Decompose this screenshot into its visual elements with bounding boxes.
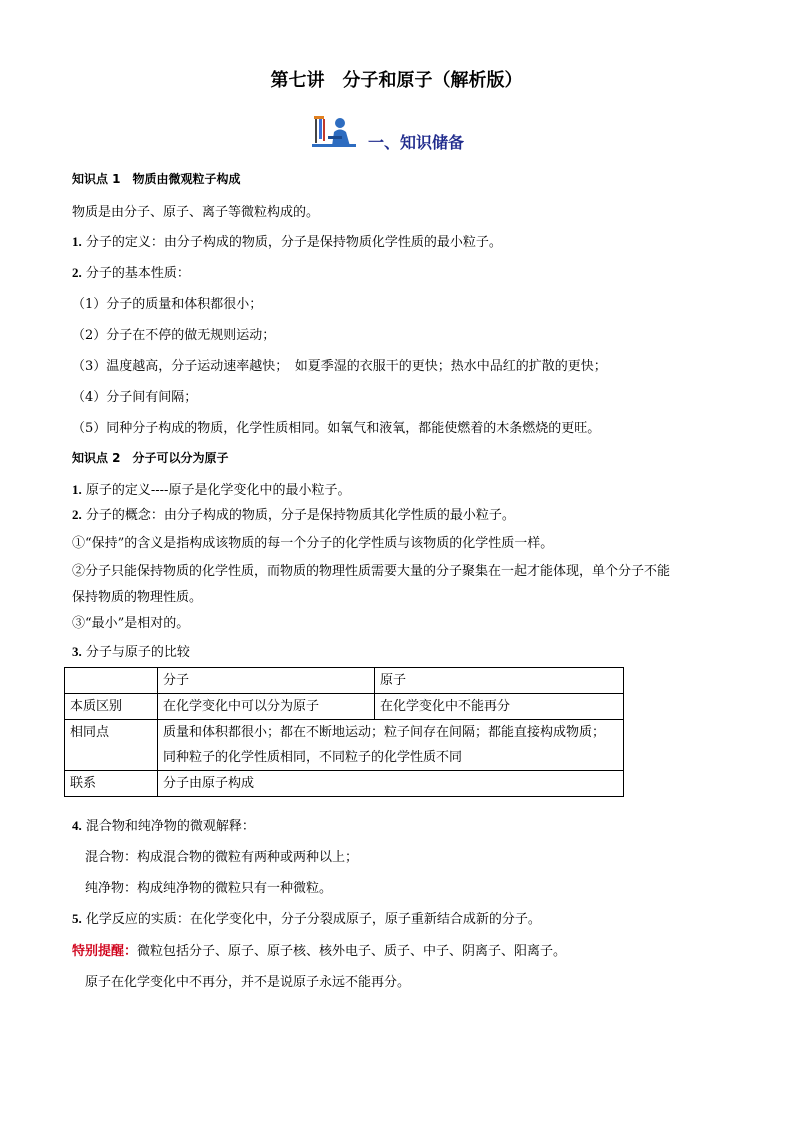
- item-text: 分子的基本性质：: [81, 266, 190, 281]
- item-text: 混合物和纯净物的微观解释：: [81, 819, 255, 834]
- item-number: 1.: [72, 482, 82, 497]
- item-text: 分子的概念：由分子构成的物质，分子是保持物质其化学性质的最小粒子。: [81, 508, 515, 523]
- kp1-heading: 知识点 1 物质由微观粒子构成: [72, 172, 241, 186]
- kp2-item3: [72, 641, 190, 660]
- item-number: 1.: [72, 234, 82, 249]
- table-cell: [158, 720, 624, 771]
- table-row: [65, 771, 624, 797]
- note-item: ②分子只能保持物质的化学性质，而物质的物理性质需要大量的分子聚集在一起才能体现，单个分子不能: [72, 564, 671, 579]
- table-cell: 相同点: [65, 720, 158, 771]
- cell-line: 质量和体积都很小；都在不断地运动；粒子间存在间隔；都能直接构成物质；: [163, 725, 606, 740]
- property-item: （2）分子在不停的做无规则运动；: [72, 328, 276, 343]
- note-item: ③“最小”是相对的。: [72, 616, 190, 631]
- item-text: 分子的定义：由分子构成的物质，分子是保持物质化学性质的最小粒子。: [81, 235, 502, 250]
- kp1-item2: [72, 262, 190, 281]
- table-row: [65, 668, 624, 694]
- mixture-line: 混合物：构成混合物的微粒有两种或两种以上；: [85, 850, 359, 865]
- section-heading: 一、知识储备: [368, 133, 465, 152]
- item-number: 3.: [72, 644, 82, 659]
- table-cell: 在化学变化中不能再分: [375, 694, 624, 720]
- pure-line: 纯净物：构成纯净物的微粒只有一种微粒。: [85, 881, 333, 896]
- property-item: （4）分子间有间隔；: [72, 390, 198, 405]
- property-item: （5）同种分子构成的物质，化学性质相同。如氧气和液氧，都能使燃着的木条燃烧的更旺。: [72, 421, 601, 436]
- comparison-table: [64, 667, 624, 797]
- item-number: 4.: [72, 818, 82, 833]
- special-text: 微粒包括分子、原子、原子核、核外电子、质子、中子、阴离子、阳离子。: [137, 944, 567, 959]
- table-cell: 分子由原子构成: [158, 771, 624, 797]
- kp2-item5: [72, 908, 541, 927]
- item-text: 原子的定义----原子是化学变化中的最小粒子。: [81, 483, 351, 498]
- item-text: 分子与原子的比较: [81, 645, 190, 660]
- table-cell: 在化学变化中可以分为原子: [158, 694, 375, 720]
- table-cell: 分子: [158, 668, 375, 694]
- note-item: 保持物质的物理性质。: [72, 590, 203, 605]
- kp2-heading: 知识点 2 分子可以分为原子: [72, 451, 229, 465]
- item-number: 5.: [72, 911, 82, 926]
- item-number: 2.: [72, 507, 82, 522]
- cell-line: 同种粒子的化学性质相同，不同粒子的化学性质不同: [163, 750, 463, 765]
- table-cell: 本质区别: [65, 694, 158, 720]
- kp1-item1: [72, 231, 502, 250]
- special-label: 特别提醒：: [72, 944, 138, 959]
- table-cell: 联系: [65, 771, 158, 797]
- person-reading-icon: [310, 114, 358, 148]
- page-title: 第七讲 分子和原子（解析版）: [270, 70, 523, 91]
- kp1-intro: 物质是由分子、原子、离子等微粒构成的。: [72, 205, 320, 220]
- table-cell: 原子: [375, 668, 624, 694]
- special-reminder: [72, 940, 566, 959]
- table-row: [65, 720, 624, 771]
- property-item: （1）分子的质量和体积都很小；: [72, 297, 263, 312]
- property-item: （3）温度越高，分子运动速率越快； 如夏季湿的衣服干的更快；热水中品红的扩散的更快；: [72, 359, 607, 374]
- kp2-item4: [72, 815, 255, 834]
- special-note: 原子在化学变化中不再分，并不是说原子永远不能再分。: [85, 975, 411, 990]
- item-text: 化学反应的实质：在化学变化中，分子分裂成原子，原子重新结合成新的分子。: [81, 912, 541, 927]
- kp2-item2: [72, 504, 515, 523]
- table-row: [65, 694, 624, 720]
- table-cell: [65, 668, 158, 694]
- note-item: ①“保持”的含义是指构成该物质的每一个分子的化学性质与该物质的化学性质一样。: [72, 536, 554, 551]
- item-number: 2.: [72, 265, 82, 280]
- kp2-item1: [72, 479, 350, 498]
